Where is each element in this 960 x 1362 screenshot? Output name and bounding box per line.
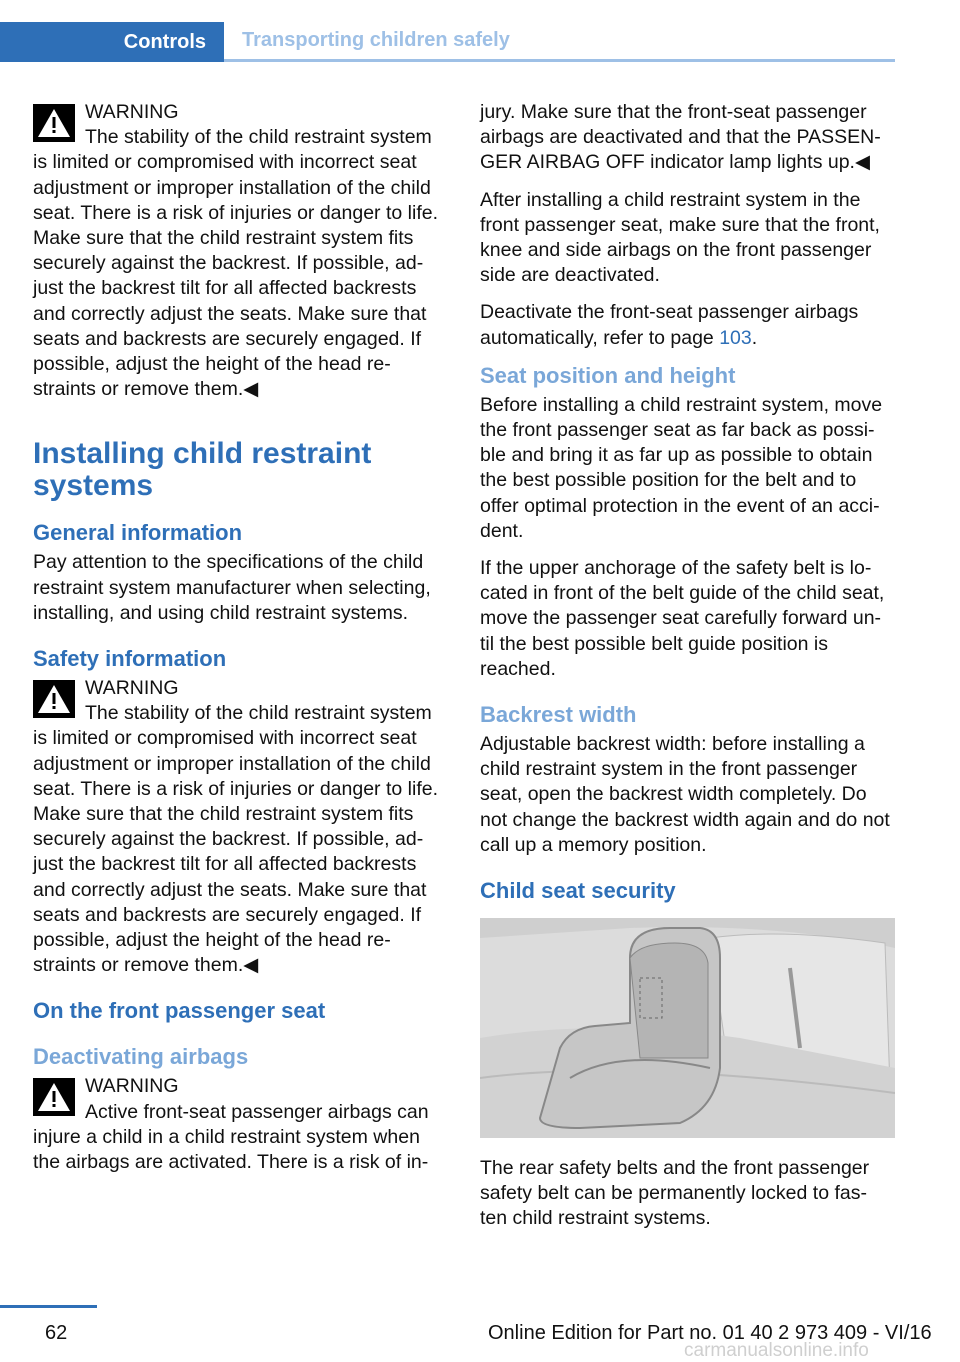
child-seat-image [480,918,895,1138]
front-passenger-seat-heading: On the front passenger seat [33,998,326,1024]
edition-note: Online Edition for Part no. 01 40 2 973 409 - VI/16 [488,1322,932,1344]
seat-position-heading: Seat position and height [480,362,736,388]
subsection-tab: Transporting children safely [224,22,895,62]
warning-icon [33,104,75,142]
backrest-width-text: Adjustable backrest width: before installing a child restraint system in the front passenger seat, open the backrest width completely. Do not change the backrest width again and do not call up a memory position. [480,733,890,856]
warning-icon [33,680,75,718]
warning-box [33,1074,445,1175]
section-heading: Installing child restraint systems [33,437,372,503]
child-seat-security-text: The rear safety belts and the front passenger safety belt can be permanently locked to fas-ten child restraint systems. [480,1157,870,1230]
left-column [33,100,445,1187]
page-reference-link[interactable]: 103 [719,326,752,349]
warning-icon [33,1078,75,1116]
warning-title: WARNING [85,101,179,123]
warning-title: WARNING [85,1075,179,1098]
warning-text: The stability of the child restraint system is limited or compromised with incorrect seat adjustment or improper installation of the child seat. There is a risk of injuries or danger to life. Make sure that the child restraint system fits securely against the backrest. If possible, ad-just the backrest tilt for all affected backrests and correctly adjust the seats. Make sure that seats and backrests are securely engaged. If possible, adjust the height of the head re-straints or remove them.◀ [33,126,438,401]
watermark: carmanualsonline.info [684,1340,869,1361]
seat-position-text-2: If the upper anchorage of the safety belt is lo-cated in front of the belt guide of the child seat, move the passenger seat carefully forward un-til the best possible belt guide position is reached. [480,557,885,680]
warning-title: WARNING [85,677,179,700]
right-column [480,100,892,1244]
warning-box [33,676,445,978]
page-header [0,22,895,62]
general-information-text: Pay attention to the specifications of the child restraint system manufacturer when selecting, installing, and using child restraint systems. [33,551,431,624]
general-information-heading: General information [33,520,243,546]
seat-position-text: Before installing a child restraint system, move the front passenger seat as far back as possi-ble and bring it as far up as possible to obtain the best possible position for the belt and to offer optimal protection in the event of an acci-dent. [480,393,883,542]
after-installing-text: After installing a child restraint system in the front passenger seat, make sure that the front, knee and side airbags on the front passenger side are deactivated. [480,188,880,287]
child-seat-illustration [480,918,895,1138]
footer-rule [0,1305,97,1308]
child-seat-security-heading: Child seat security [480,878,676,904]
warning-text: Active front-seat passenger airbags can injure a child in a child restraint system when the airbags are activated. There is a risk of in- [33,1100,429,1174]
warning-continued-text: jury. Make sure that the front-seat passenger airbags are deactivated and that the PASSEN-GER AIRBAG OFF indicator lamp lights up.◀ [480,101,881,174]
deactivate-reference: Deactivate the front-seat passenger airbags automatically, refer to page 103. [480,301,859,349]
section-tab: Controls [0,22,224,62]
warning-text: The stability of the child restraint system is limited or compromised with incorrect seat adjustment or improper installation of the child seat. There is a risk of injuries or danger to life. Make sure that the child restraint system fits securely against the backrest. If possible, ad-just the backrest tilt for all affected backrests and correctly adjust the seats. Make sure that seats and backrests are securely engaged. If possible, adjust the height of the head re-straints or remove them.◀ [33,702,438,977]
safety-information-heading: Safety information [33,646,227,672]
page-number: 62 [45,1322,68,1344]
warning-box [33,100,445,402]
backrest-width-heading: Backrest width [480,702,637,728]
deactivating-airbags-heading: Deactivating airbags [33,1044,249,1070]
